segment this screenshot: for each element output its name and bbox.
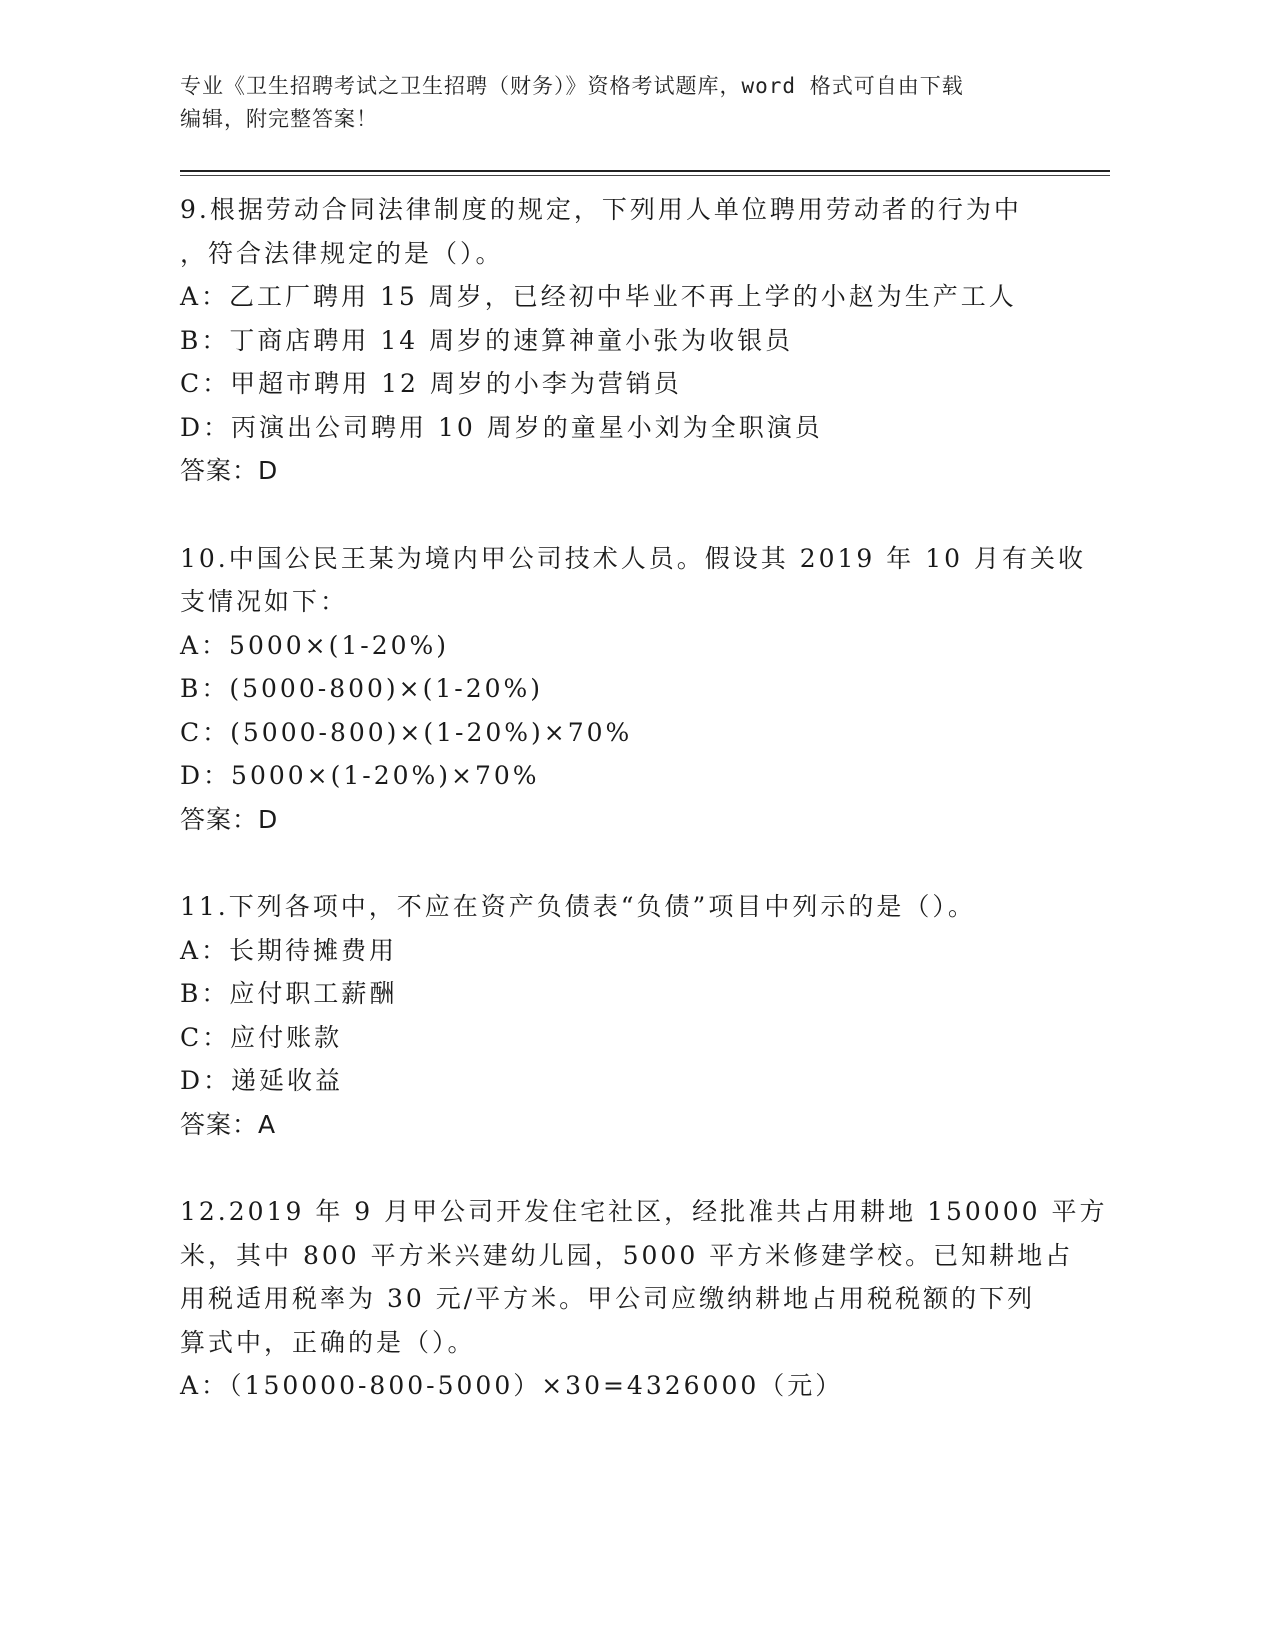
option-d: D：丙演出公司聘用 10 周岁的童星小刘为全职演员 — [180, 412, 823, 442]
question-11 — [180, 885, 1110, 1146]
question-stem-line: 12.2019 年 9 月甲公司开发住宅社区，经批准共占用耕地 150000 平方 — [180, 1197, 1108, 1226]
header-line-2: 编辑，附完整答案！ — [180, 107, 378, 131]
question-stem-line: ，符合法律规定的是（）。 — [180, 238, 504, 268]
option-b: B：应付职工薪酬 — [180, 979, 398, 1008]
option-b: B：(5000-800)×(1-20%) — [180, 674, 544, 703]
header-divider-thin — [180, 175, 1110, 176]
question-stem-line: 11.下列各项中，不应在资产负债表“负债”项目中列示的是（）。 — [180, 892, 976, 921]
question-9 — [180, 188, 1110, 493]
option-a: A：5000×(1-20%) — [180, 630, 450, 660]
option-b: B：丁商店聘用 14 周岁的速算神童小张为收银员 — [180, 325, 794, 355]
option-a: A：（150000-800-5000）×30=4326000（元） — [180, 1371, 844, 1400]
answer-line: 答案：D — [180, 456, 279, 485]
question-stem-line: 支情况如下： — [180, 587, 349, 616]
header-line-1: 专业《卫生招聘考试之卫生招聘（财务）》资格考试题库，word 格式可自由下载 — [180, 74, 964, 98]
answer-line: 答案：A — [180, 1109, 277, 1139]
option-c: C：应付账款 — [180, 1022, 343, 1052]
question-10 — [180, 537, 1110, 842]
option-c: C：甲超市聘用 12 周岁的小李为营销员 — [180, 369, 682, 398]
option-c: C：(5000-800)×(1-20%)×70% — [180, 717, 633, 747]
option-d: D：5000×(1-20%)×70% — [180, 761, 540, 790]
question-stem-line: 10.中国公民王某为境内甲公司技术人员。假设其 2019 年 10 月有关收 — [180, 543, 1086, 573]
document-page — [180, 70, 1110, 1452]
header-divider — [180, 170, 1110, 172]
question-stem-line: 算式中，正确的是（）。 — [180, 1327, 476, 1357]
question-list — [180, 188, 1110, 1408]
question-12 — [180, 1190, 1110, 1408]
question-stem-line: 9.根据劳动合同法律制度的规定，下列用人单位聘用劳动者的行为中 — [180, 195, 1022, 224]
answer-line: 答案：D — [180, 804, 279, 834]
question-stem-line: 米，其中 800 平方米兴建幼儿园，5000 平方米修建学校。已知耕地占 — [180, 1240, 1074, 1270]
question-stem-line: 用税适用税率为 30 元/平方米。甲公司应缴纳耕地占用税税额的下列 — [180, 1284, 1036, 1313]
document-header — [180, 70, 1110, 136]
option-a: A：长期待摊费用 — [180, 935, 398, 965]
option-a: A：乙工厂聘用 15 周岁，已经初中毕业不再上学的小赵为生产工人 — [180, 282, 1017, 311]
option-d: D：递延收益 — [180, 1066, 344, 1095]
